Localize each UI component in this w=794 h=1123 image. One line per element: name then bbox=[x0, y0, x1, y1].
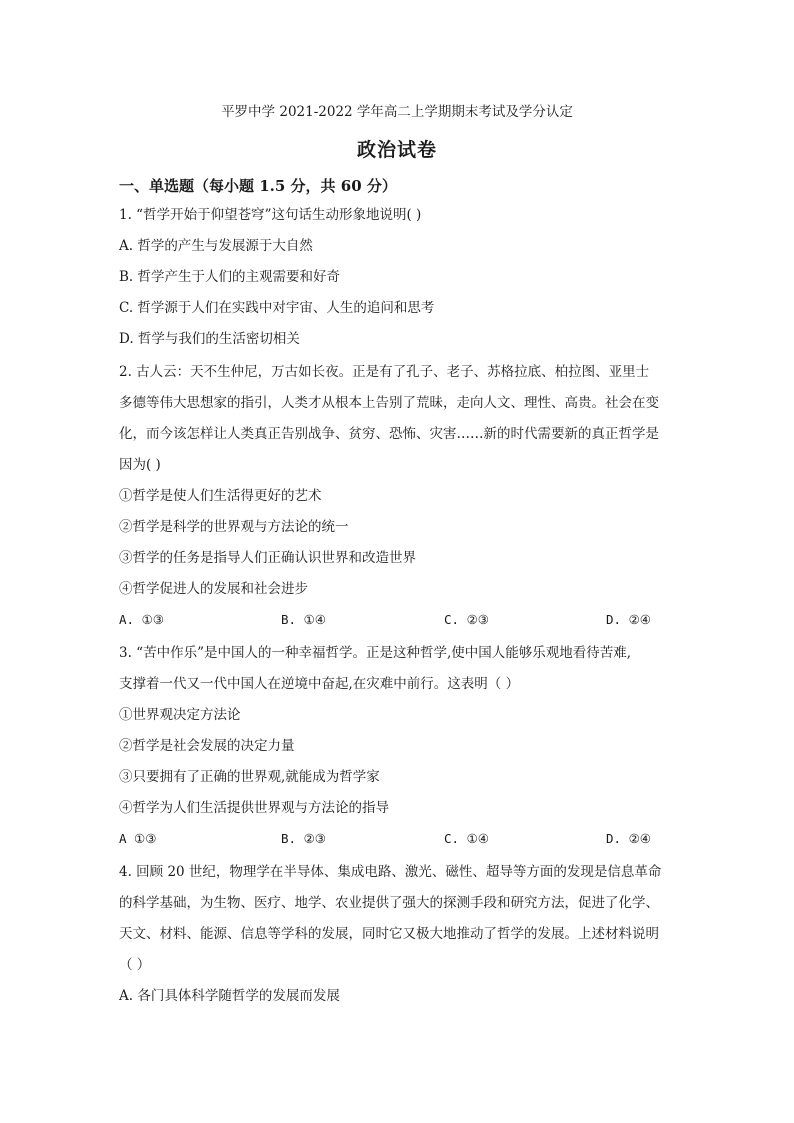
question-4-stem-line: 的科学基础，为生物、医疗、地学、农业提供了强大的探测手段和研究方法，促进了化学、 bbox=[119, 895, 659, 911]
question-4-option-a: A. 各门具体科学随哲学的发展而发展 bbox=[119, 988, 340, 1004]
exam-title: 平罗中学 2021-2022 学年高二上学期期末考试及学分认定 bbox=[221, 104, 573, 120]
question-2-item-2: ②哲学是科学的世界观与方法论的统一 bbox=[119, 519, 349, 535]
subject-title: 政治试卷 bbox=[356, 139, 437, 161]
question-1-option-b: B. 哲学产生于人们的主观需要和好奇 bbox=[119, 269, 341, 285]
question-4-stem-line: 天文、材料、能源、信息等学科的发展，同时它又极大地推动了哲学的发展。上述材料说明 bbox=[119, 926, 659, 942]
question-3-item-1: ①世界观决定方法论 bbox=[119, 707, 241, 723]
question-3-stem-line: 支撑着一代又一代中国人在逆境中奋起,在灾难中前行。这表明（ ） bbox=[119, 676, 520, 692]
question-2-item-4: ④哲学促进人的发展和社会进步 bbox=[119, 581, 308, 597]
question-4-stem-line: 4. 回顾 20 世纪，物理学在半导体、集成电路、激光、磁性、超导等方面的发现是信息革命 bbox=[119, 864, 662, 880]
question-2-choice-c: C. ②③ bbox=[444, 612, 489, 627]
question-3-item-4: ④哲学为人们生活提供世界观与方法论的指导 bbox=[119, 800, 389, 816]
question-2-item-3: ③哲学的任务是指导人们正确认识世界和改造世界 bbox=[119, 550, 416, 566]
question-3-choice-b: B. ②③ bbox=[281, 831, 326, 846]
question-1-option-a: A. 哲学的产生与发展源于大自然 bbox=[119, 238, 313, 254]
question-2-item-1: ①哲学是使人们生活得更好的艺术 bbox=[119, 488, 322, 504]
question-2-stem-line: 因为( ) bbox=[119, 457, 161, 473]
question-4-stem-line: （ ） bbox=[119, 957, 151, 973]
question-3-choice-c: C. ①④ bbox=[444, 831, 489, 846]
question-2-choice-d: D. ②④ bbox=[606, 612, 651, 627]
question-2-stem-line: 多德等伟大思想家的指引，人类才从根本上告别了荒昧，走向人文、理性、高贵。社会在变 bbox=[119, 395, 659, 411]
section-title: 一、单选题（每小题 1.5 分，共 60 分） bbox=[119, 177, 397, 195]
question-2-choice-a: A. ①③ bbox=[119, 612, 164, 627]
question-1-option-d: D. 哲学与我们的生活密切相关 bbox=[119, 331, 300, 347]
question-3-choice-a: A ①③ bbox=[119, 831, 157, 846]
question-3-choice-d: D. ②④ bbox=[606, 831, 651, 846]
question-2-choice-b: B. ①④ bbox=[281, 612, 326, 627]
question-1-option-c: C. 哲学源于人们在实践中对宇宙、人生的追问和思考 bbox=[119, 300, 435, 316]
question-3-item-3: ③只要拥有了正确的世界观,就能成为哲学家 bbox=[119, 769, 380, 785]
question-3-stem-line: 3. “苦中作乐”是中国人的一种幸福哲学。正是这种哲学,使中国人能够乐观地看待苦难, bbox=[119, 645, 632, 661]
question-1-stem: 1. “哲学开始于仰望苍穹”这句话生动形象地说明( ) bbox=[119, 207, 422, 223]
question-3-item-2: ②哲学是社会发展的决定力量 bbox=[119, 738, 295, 754]
question-2-stem-line: 2. 古人云：天不生仲尼，万古如长夜。正是有了孔子、老子、苏格拉底、柏拉图、亚里士 bbox=[119, 364, 650, 380]
question-2-stem-line: 化，而今该怎样让人类真正告别战争、贫穷、恐怖、灾害……新的时代需要新的真正哲学是 bbox=[119, 426, 659, 442]
